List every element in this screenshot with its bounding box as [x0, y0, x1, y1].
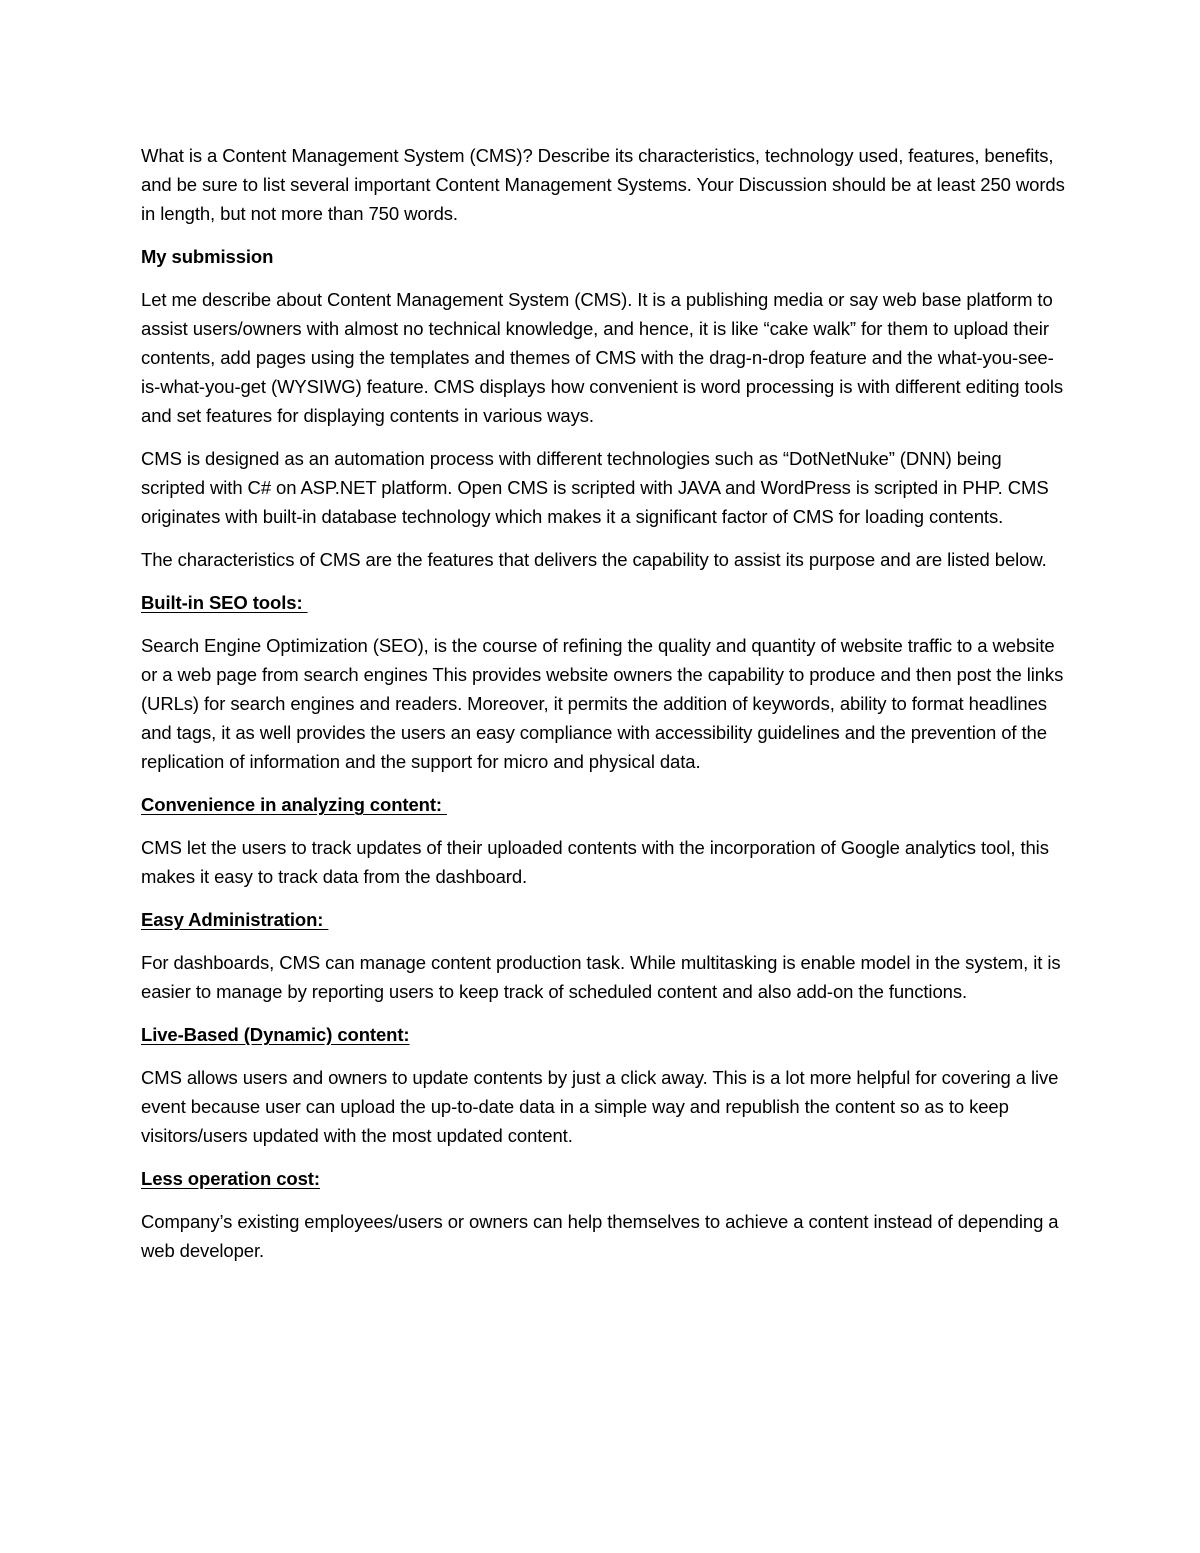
- section-body-dynamic-content: CMS allows users and owners to update contents by just a click away. This is a lot more helpful for covering a live event because user can upload the up-to-date data in a simple way and republish the content so as to keep visitors/users updated with the most updated content.: [141, 1067, 1059, 1146]
- section-body-seo: Search Engine Optimization (SEO), is the course of refining the quality and quantity of website traffic to a website or a web page from search engines This provides website owners the capability to produce and then post the links (URLs) for search engines and readers. Moreover, it permits the addition of keywords, ability to format headlines and tags, it as well provides the users an easy compliance with accessibility guidelines and the prevention of the replication of information and the support for micro and physical data.: [141, 635, 1064, 772]
- section-body-administration: For dashboards, CMS can manage content production task. While multitasking is enable model in the system, it is easier to manage by reporting users to keep track of scheduled content and also add-on the functions.: [141, 952, 1061, 1002]
- assignment-prompt: What is a Content Management System (CMS)? Describe its characteristics, technology used, features, benefits, and be sure to list several important Content Management Systems. Your Discussion should be at least 250 words in length, but not more than 750 words.: [141, 145, 1065, 224]
- section-heading-operation-cost: Less operation cost:: [141, 1168, 320, 1189]
- section-body-operation-cost: Company’s existing employees/users or owners can help themselves to achieve a content instead of depending a web developer.: [141, 1211, 1059, 1261]
- section-body-analyzing-content: CMS let the users to track updates of their uploaded contents with the incorporation of Google analytics tool, this makes it easy to track data from the dashboard.: [141, 837, 1049, 887]
- document-body: [141, 141, 1066, 1279]
- submission-label: My submission: [141, 246, 274, 267]
- intro-paragraph: Let me describe about Content Management System (CMS). It is a publishing media or say web base platform to assist users/owners with almost no technical knowledge, and hence, it is like “cake walk” for them to upload their contents, add pages using the templates and themes of CMS with the drag-n-drop feature and the what-you-see-is-what-you-get (WYSIWG) feature. CMS displays how convenient is word processing is with different editing tools and set features for displaying contents in various ways.: [141, 289, 1064, 426]
- section-heading-dynamic-content: Live-Based (Dynamic) content:: [141, 1024, 410, 1045]
- section-heading-administration: Easy Administration:: [141, 909, 329, 930]
- technology-paragraph: CMS is designed as an automation process with different technologies such as “DotNetNuke” (DNN) being scripted with C# on ASP.NET platform. Open CMS is scripted with JAVA and WordPress is scripted in PHP. CMS originates with built-in database technology which makes it a significant factor of CMS for loading contents.: [141, 448, 1049, 527]
- section-heading-seo: Built-in SEO tools:: [141, 592, 308, 613]
- section-heading-analyzing-content: Convenience in analyzing content:: [141, 794, 448, 815]
- characteristics-paragraph: The characteristics of CMS are the features that delivers the capability to assist its purpose and are listed below.: [141, 549, 1047, 570]
